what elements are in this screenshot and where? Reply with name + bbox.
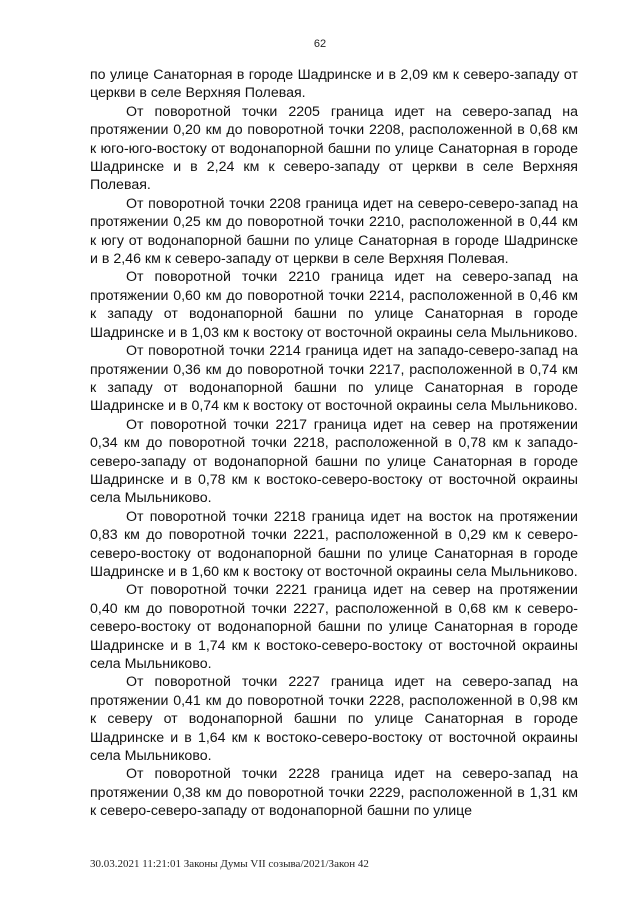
paragraph: От поворотной точки 2227 граница идет на северо-запад на протяжении 0,41 км до поворотной точки 2228, расположенной в 0,98 км к северу от водонапорной башни по улице Санаторная в городе Шадринске и в 1,64 км к востоко-северо-востоку от восточной окраины села Мыльниково. xyxy=(90,674,578,765)
paragraph: От поворотной точки 2228 граница идет на северо-запад на протяжении 0,38 км до поворотной точки 2229, расположенной в 1,31 км к северо-северо-западу от водонапорной башни по улице xyxy=(90,766,578,820)
paragraph: От поворотной точки 2214 граница идет на западо-северо-запад на протяжении 0,36 км до поворотной точки 2217, расположенной в 0,74 км к западу от водонапорной башни по улице Санаторная в городе Шадринске и в 0,74 км к востоку от восточной окраины села Мыльниково. xyxy=(90,343,578,415)
paragraph: по улице Санаторная в городе Шадринске и в 2,09 км к северо-западу от церкви в селе Верхняя Полевая. xyxy=(90,67,578,102)
paragraph: От поворотной точки 2205 граница идет на северо-запад на протяжении 0,20 км до поворотной точки 2208, расположенной в 0,68 км к юго-юго-востоку от водонапорной башни по улице Санаторная в городе Шадринске и в 2,24 км к северо-западу от церкви в селе Верхняя Полевая. xyxy=(90,103,578,194)
document-body xyxy=(90,66,578,821)
footer-stamp: 30.03.2021 11:21:01 Законы Думы VII созыва/2021/Закон 42 xyxy=(90,858,369,870)
paragraph: От поворотной точки 2221 граница идет на север на протяжении 0,40 км до поворотной точки 2227, расположенной в 0,68 км к северо-северо-востоку от водонапорной башни по улице Санаторная в городе Шадринске и в 1,74 км к востоко-северо-востоку от восточной окраины села Мыльниково. xyxy=(90,582,578,672)
paragraph: От поворотной точки 2210 граница идет на северо-запад на протяжении 0,60 км до поворотной точки 2214, расположенной в 0,46 км к западу от водонапорной башни по улице Санаторная в городе Шадринске и в 1,03 км к востоку от восточной окраины села Мыльниково. xyxy=(90,269,578,341)
paragraph: От поворотной точки 2208 граница идет на северо-северо-запад на протяжении 0,25 км до поворотной точки 2210, расположенной в 0,44 км к югу от водонапорной башни по улице Санаторная в городе Шадринске и в 2,46 км к северо-западу от церкви в селе Верхняя Полевая. xyxy=(90,195,578,268)
paragraph: От поворотной точки 2218 граница идет на восток на протяжении 0,83 км до поворотной точки 2221, расположенной в 0,29 км к северо-северо-востоку от водонапорной башни по улице Санаторная в городе Шадринске и в 1,60 км к востоку от восточной окраины села Мыльниково. xyxy=(90,508,578,580)
paragraph: От поворотной точки 2217 граница идет на север на протяжении 0,34 км до поворотной точки 2218, расположенной в 0,78 км к западо-северо-западу от водонапорной башни по улице Санаторная в городе Шадринске и в 0,78 км к востоко-северо-востоку от восточной окраины села Мыльниково. xyxy=(90,416,578,507)
page-number: 62 xyxy=(313,38,327,50)
